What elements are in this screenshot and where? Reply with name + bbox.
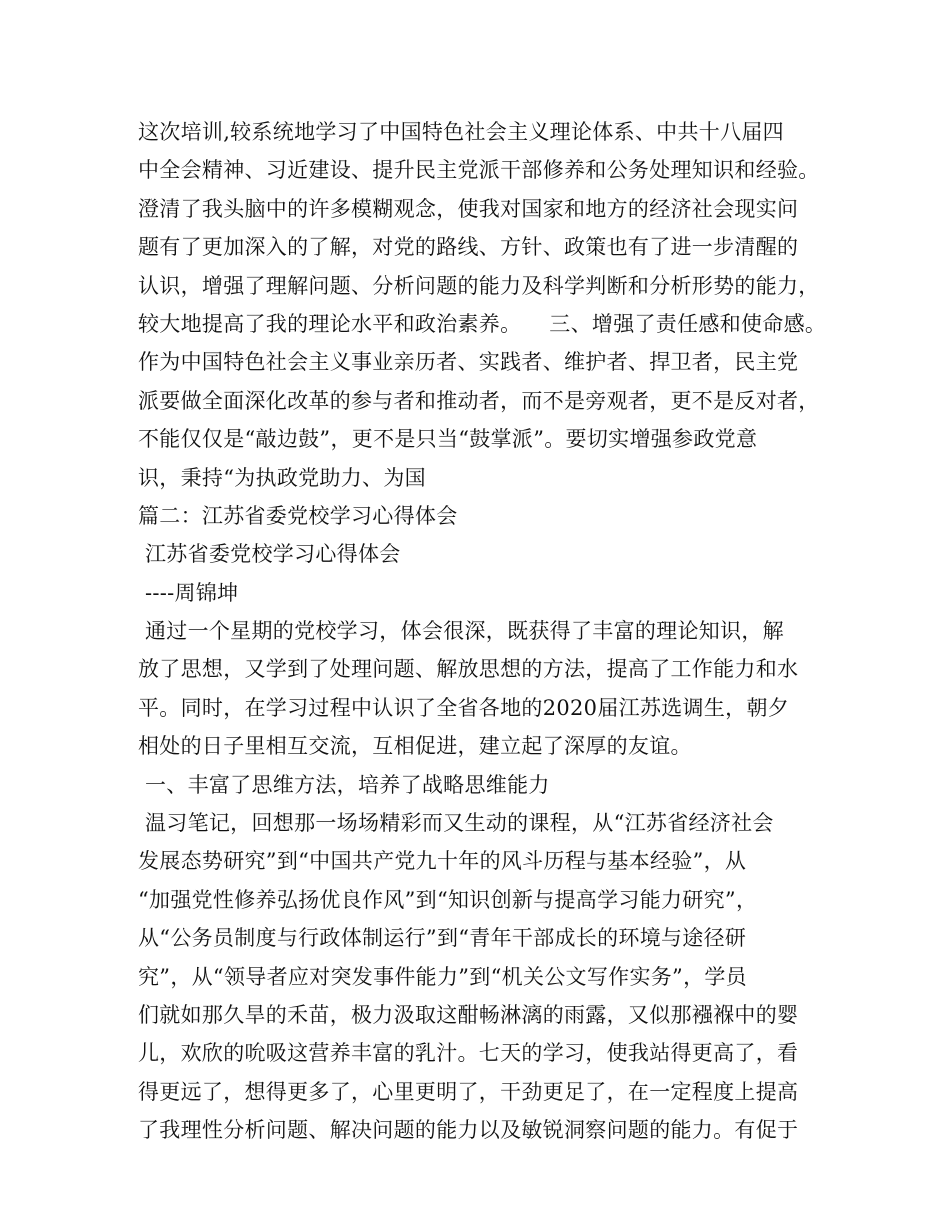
text-line: 识，秉持“为执政党助力、为国: [138, 465, 426, 490]
text-line: 澄清了我头脑中的许多模糊观念，使我对国家和地方的经济社会现实问: [138, 196, 799, 221]
text-line: 不能仅仅是“敲边鼓”，更不是只当“鼓掌派”。要切实增强参政党意: [138, 427, 758, 452]
text-line: 中全会精神、习近建设、提升民主党派干部修养和公务处理知识和经验。: [138, 158, 820, 183]
text-line: 题有了更加深入的了解，对党的路线、方针、政策也有了进一步清醒的: [138, 235, 799, 260]
text-line: 这次培训,较系统地学习了中国特色社会主义理论体系、中共十八届四: [138, 120, 784, 144]
document-body: [138, 113, 828, 1150]
text-line: 儿，欢欣的吮吸这营养丰富的乳汁。七天的学习，使我站得更高了，看: [138, 1041, 799, 1066]
subsection-heading: 一、丰富了思维方法，培养了战略思维能力: [138, 772, 550, 797]
text-line: 究”，从“领导者应对突发事件能力”到“机关公文写作实务”，学员: [138, 964, 747, 989]
text-line: 相处的日子里相互交流，互相促进，建立起了深厚的友谊。: [138, 734, 692, 759]
text-line: 发展态势研究”到“中国共产党九十年的风斗历程与基本经验”，从: [138, 849, 747, 874]
text-line: 认识，增强了理解问题、分析问题的能力及科学判断和分析形势的能力，: [138, 273, 820, 298]
section-heading: 篇二：江苏省委党校学习心得体会: [138, 503, 458, 528]
article-author: ----周锦坤: [138, 580, 239, 605]
text-line: 温习笔记，回想那一场场精彩而又生动的课程，从“江苏省经济社会: [138, 811, 774, 836]
text-line: 从“公务员制度与行政体制运行”到“青年干部成长的环境与途径研: [138, 926, 747, 951]
text-line: “加强党性修养弘扬优良作风”到“知识创新与提高学习能力研究”，: [138, 887, 758, 912]
text-line: 派要做全面深化改革的参与者和推动者，而不是旁观者，更不是反对者，: [138, 388, 820, 413]
text-line: 较大地提高了我的理论水平和政治素养。 三、增强了责任感和使命感。: [138, 311, 827, 336]
text-line: 平。同时，在学习过程中认识了全省各地的2020届江苏选调生，朝夕: [138, 695, 790, 720]
text-line: 了我理性分析问题、解决问题的能力以及敏锐洞察问题的能力。有促于: [138, 1118, 799, 1143]
text-line: 放了思想，又学到了处理问题、解放思想的方法，提高了工作能力和水: [138, 657, 799, 682]
text-line: 得更远了，想得更多了，心里更明了，干劲更足了，在一定程度上提高: [138, 1079, 799, 1104]
text-line: 作为中国特色社会主义事业亲历者、实践者、维护者、捍卫者，民主党: [138, 350, 799, 375]
text-line: 通过一个星期的党校学习，体会很深，既获得了丰富的理论知识，解: [138, 619, 784, 644]
article-title: 江苏省委党校学习心得体会: [138, 542, 401, 567]
text-line: 们就如那久旱的禾苗，极力汲取这酣畅淋漓的雨露，又似那襁褓中的婴: [138, 1002, 799, 1027]
